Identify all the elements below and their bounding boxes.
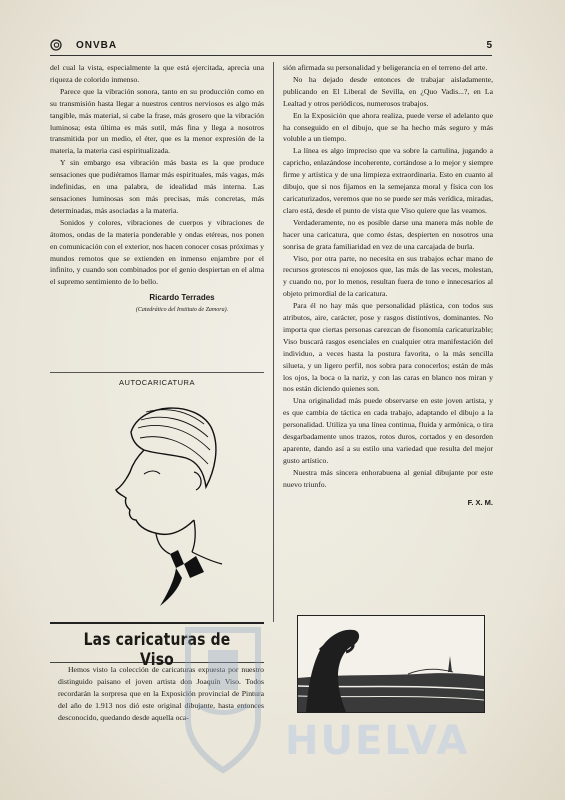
paragraph: En la Exposición que ahora realiza, puede verse el adelanto que ha conseguido en el dibujo, que se ha hecho más seguro y más voluble a un tiempo. [283,110,493,144]
publication-title: ONVBA [76,40,118,51]
spiral-ornament-icon [50,39,62,54]
paragraph: Una originalidad más puede observarse en este joven artista, y es que cambia de táctica en cada trabajo, adaptando el dibujo a la personalidad. Utiliza ya una línea continua, fluida y armónica, o tira desgarbadamente unos trazos, rotos duros, cortados y en desorden aparente, dando así a su estilo una variedad que resulta del mejor gusto artístico. [283,396,493,465]
paragraph: Sonidos y colores, vibraciones de cuerpos y vibraciones de átomos, ondas de la materia ponderable y ondas etéreas, nos ponen en comunicación con el exterior, nos hacen conocer cosas próximas y mundos remotos que se extienden en inmenso enjambre por el infinito, y cuando son combinados por el genio despiertan en el alma el supremo sentimiento de lo bello. [50,217,264,287]
author-affiliation: (Catedrático del Instituto de Zamora). [135,307,229,314]
author-signature: Ricardo Terrades [149,293,215,303]
paragraph: del cual la vista, especialmente la que está ejercitada, aprecia una riqueza de colorido inmenso. [50,63,264,84]
article-signoff: F. X. M. [467,497,493,507]
paragraph: Verdaderamente, no es posible darse una manera más noble de hacer una caricatura, que como éstas, despierten en nosotros una sonrisa de grata familiaridad en vez de una carcajada de burla. [283,217,493,251]
paragraph: No ha dejado desde entonces de trabajar aisladamente, publicando en El Liberal de Sevilla, en ¿Quo Vadis...?, en La Lealtad y otros periódicos, numerosos trabajos. [283,74,493,108]
paragraph: Hemos visto la colección de caricaturas expuesta por nuestro distinguido paisano el joven artista don Joaquín Viso. Todos recordarán la sorpresa que en la Exposición provincial de Pintura del año de 1.913 nos dió este original dibujante, hasta entonces desconocido, quedando desde aquella oca- [58,665,264,722]
article-title: Las caricaturas de Viso [83,630,231,670]
paragraph: sión afirmada su personalidad y beligerancia en el terreno del arte. [283,63,488,72]
header-rule [50,55,492,56]
section-separator [50,372,264,373]
left-column [50,62,264,317]
page-header [50,38,492,54]
paragraph: Nuestra más sincera enhorabuena al genial dibujante por este nuevo triunfo. [283,467,493,489]
landscape-illustration [297,615,485,713]
paragraph: Viso, por otra parte, no necesita en sus trabajos echar mano de recursos grotescos ni enojosos que, las más de las veces, molestan, y cuando no, por lo menos, resultan fuera de tono e innecesarios al objeto primordial de la caricatura. [283,253,493,299]
paragraph: Para él no hay más que personalidad plástica, con todos sus atributos, aire, carácter, pose y rasgos distintivos, dominantes. No importa que ciertas personas carezcan de fisonomía caricaturizable; Viso buscará rasgos esenciales en cualquier otra manifestación del individuo, a veces hasta la postura favorita, o la más sencilla silueta, y un ligero perfil, nos sobra para conocerlos; están de más los ojos, la boca o la nariz, y con las caras en blanco nos miran y nos están diciendo quienes son. [283,301,493,394]
page-number: 5 [486,40,492,51]
column-divider [273,62,274,622]
archive-seal-watermark [168,610,278,780]
paragraph: La línea es algo impreciso que va sobre la cartulina, jugando a capricho, enlazándose incoherente, cortándose a lo mejor y siempre firme y artística y de una limpieza extraordinaria. Esto en cuanto al dibujo, que si nos fijamos en la semejanza moral y física con los caricaturizados, veremos que no se puede ser más verídica, miradas, claro está, desde el punto de vista que Viso quiere que las veamos. [283,146,493,215]
paragraph: Parece que la vibración sonora, tanto en su producción como en su transmisión hasta llegar a nuestros centros nerviosos es algo más tangible, más material, si cabe la frase, más grosero que la vibración luminosa; esta última es más sutil, más fina y llega a nosotros transmitida por un medio, el éter, que es la menor expresión de la materia, la materia casi espiritualizada. [50,86,264,156]
archive-watermark: HUELVA [285,718,470,764]
paragraph: Y sin embargo esa vibración más basta es la que produce sensaciones que pudiéramos llamar más espirituales, más vagas, más indefinidas, en una palabra, de idealidad más interna. Las sensaciones luminosas son más precisas, más concretas, más determinadas, más asociadas a la materia. [50,158,264,215]
right-column [283,62,493,509]
caricature-caption: AUTOCARICATURA [119,378,195,387]
self-caricature-drawing [86,392,226,610]
